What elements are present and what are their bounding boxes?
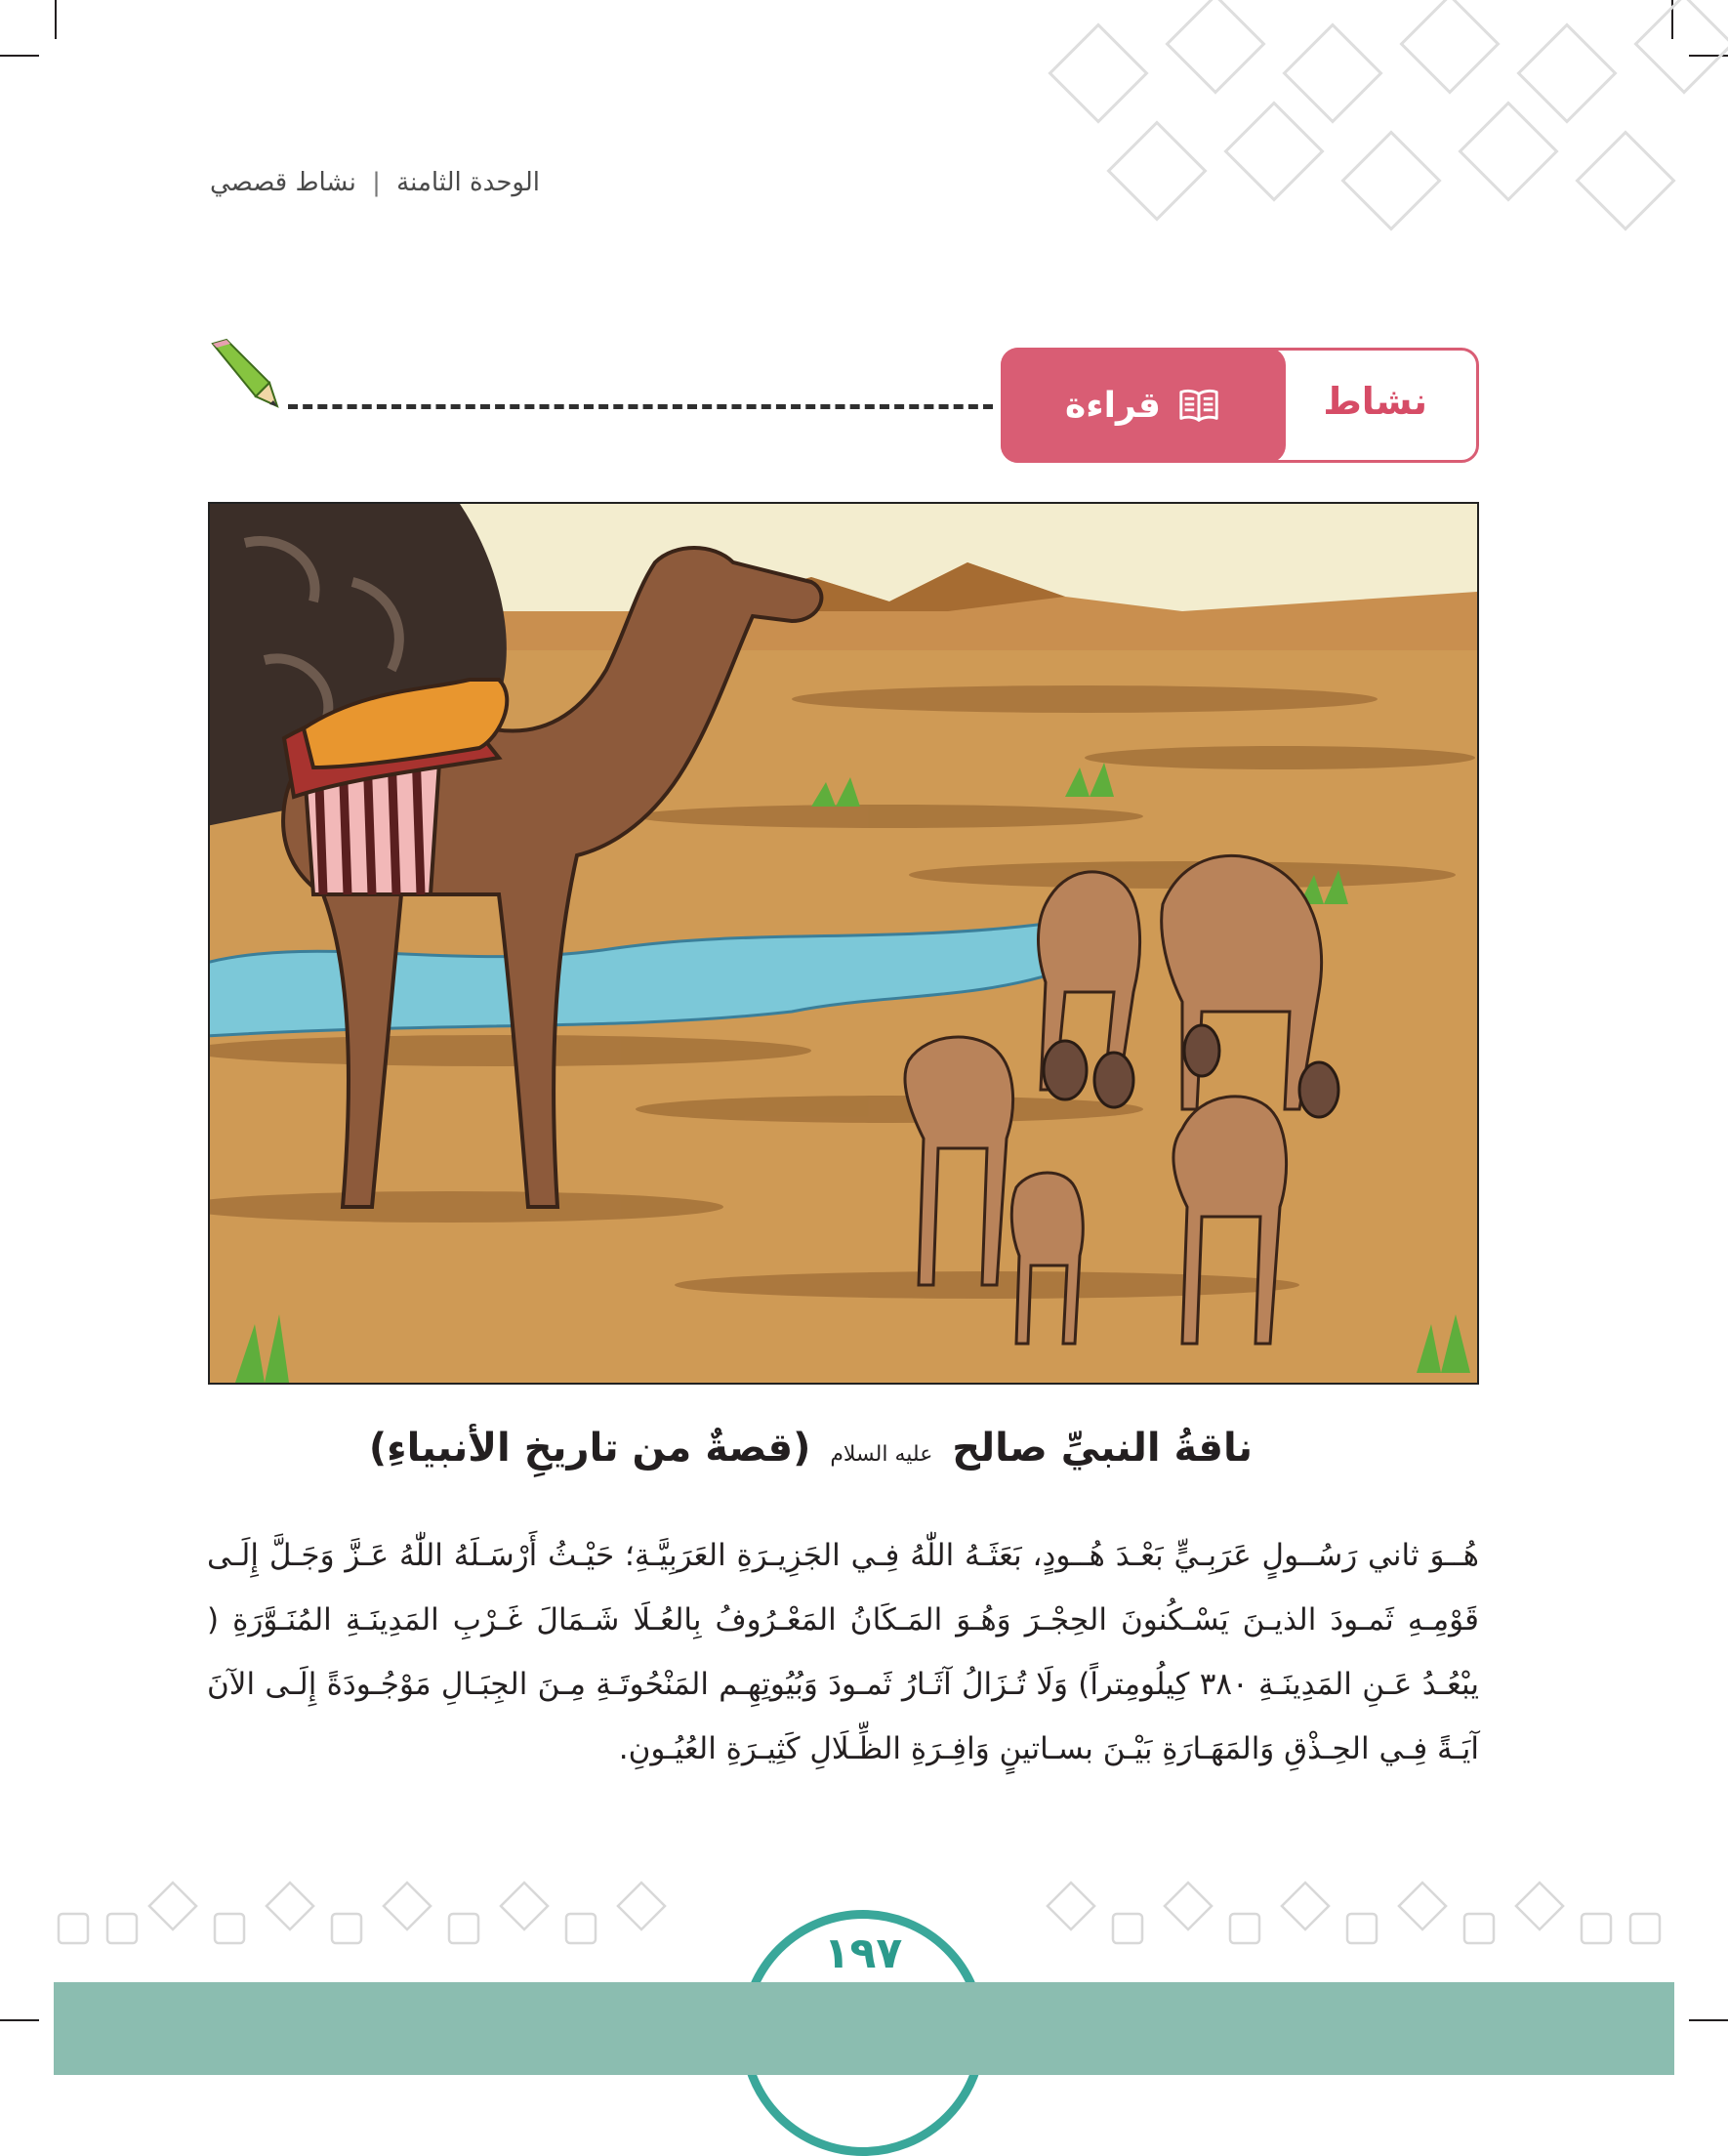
crop-mark (0, 2019, 39, 2021)
open-book-icon (1176, 383, 1221, 428)
camel-desert-scene (208, 504, 1477, 1385)
crop-mark (55, 0, 57, 39)
story-title-main: ناقةُ النبيِّ صالح (952, 1426, 1253, 1471)
header-separator: | (372, 168, 381, 197)
story-paragraph: هُــوَ ثاني رَسُــولٍ عَرَبِـيٍّ بَعْـدَ هُــودٍ، بَعَثَـهُ اللّٰهُ فِـي الجَزِيـرَةِ العَرَبِيَّـةِ؛ حَيْـثُ أَرْسَـلَهُ اللّٰهُ عَـزَّ وَجَـلَّ إِلَـى قَوْمِـهِ ثَمـودَ الذيـنَ يَسْـكُنونَ الحِجْـرَ وَهُـوَ المَـكَانُ المَعْـرُوفُ بِالعُـلَا شَـمَالَ غَـرْبِ المَدِينَـةِ المُنَـوَّرَةِ ( يبْعُـدُ عَـنِ المَدِينَـةِ ٣٨٠ كِيلُومِتراً) وَلَا تُـزَالُ آثَـارُ ثَمـودَ وَبُيُوتِهِـم المَنْحُوتَـةِ مِـنَ الجِبَـالِ مَوْجُـودَةً إِلَـى الآنَ آيَـةً فِـي الحِـذْقِ وَالمَهَـارَةِ بَيْـنَ بسـاتينٍ وَافِـرَةِ الظِّـلَالِ كَثِيـرَةِ العُيُـونِ. (207, 1538, 1479, 1766)
story-title (368, 1426, 1253, 1471)
reading-badge (1001, 348, 1286, 463)
reading-label: قراءة (1065, 385, 1161, 426)
footer-band-overlay (54, 1982, 1674, 2075)
activity-bar (205, 348, 1479, 463)
activity-pill (1001, 348, 1479, 463)
activity-type: نشاط قصصي (210, 168, 356, 197)
crop-mark (0, 55, 39, 57)
story-illustration (208, 502, 1479, 1385)
crop-mark (1689, 2019, 1728, 2021)
dashed-divider (288, 404, 993, 409)
honorific-mark: عليه السلام (830, 1442, 933, 1467)
decorative-pattern (986, 0, 1728, 273)
pencil-icon (205, 336, 283, 414)
page-number: ١٩٧ (823, 1928, 903, 1978)
story-title-sub: (قصةٌ من تاريخِ الأنبياءِ) (368, 1426, 811, 1471)
unit-header (210, 168, 540, 197)
activity-label: نشاط (1323, 380, 1427, 423)
unit-title: الوحدة الثامنة (396, 168, 540, 197)
